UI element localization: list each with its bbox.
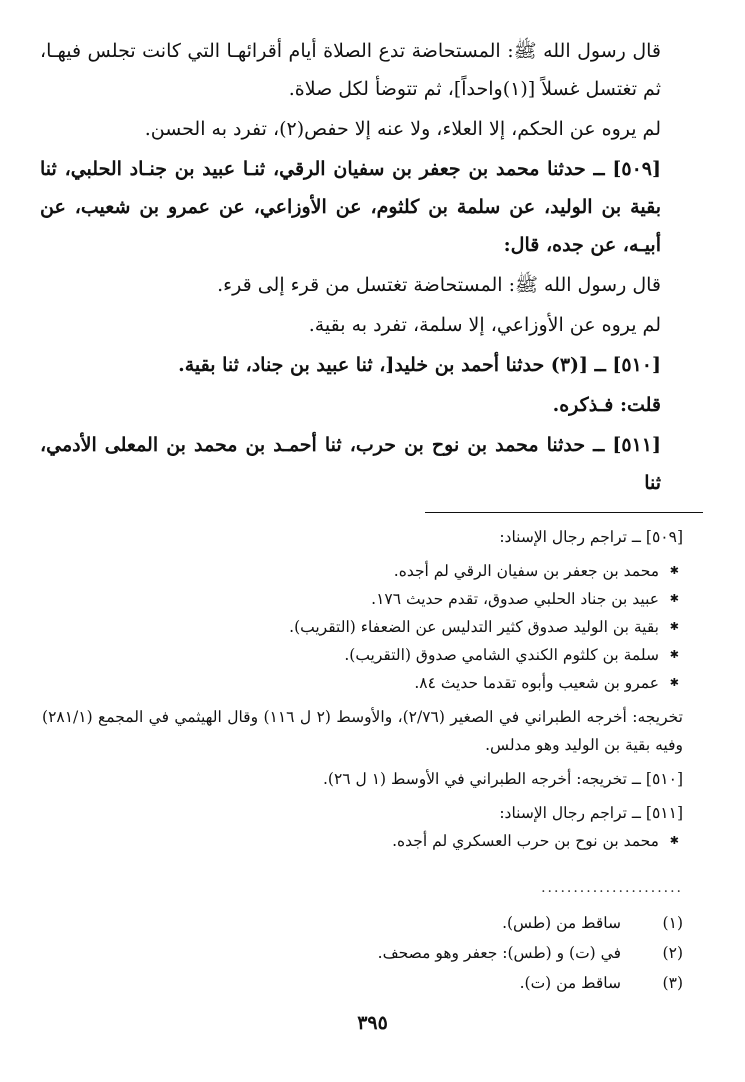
note-509-item: ✱ عبيد بن جناد الحلبي صدوق، تقدم حديث ١٧٦. — [42, 585, 683, 613]
footnote-row — [42, 968, 683, 998]
footnote-number: (٣) — [662, 974, 683, 992]
dotted-separator: ...................... — [541, 880, 683, 896]
commentary-509: لم يروه عن الأوزاعي، إلا سلمة، تفرد به بقية. — [308, 314, 661, 336]
note-509-item: ✱ عمرو بن شعيب وأبوه تقدما حديث ٨٤. — [42, 669, 683, 697]
footnote-row — [42, 908, 683, 938]
note-511-item: ✱ محمد بن نوح بن حرب العسكري لم أجده. — [42, 827, 683, 855]
separator-line — [425, 512, 703, 513]
page-number: ٣٩٥ — [357, 1012, 388, 1034]
footnote-row — [42, 938, 683, 968]
comment-510: قلت: فـذكره. — [552, 394, 661, 416]
footnote-number: (٢) — [662, 944, 683, 962]
note-509-item: ✱ بقية بن الوليد صدوق كثير التدليس عن الضعفاء (التقريب). — [42, 613, 683, 641]
main-text — [40, 32, 703, 504]
note-509-takhrij: تخريجه: أخرجه الطبراني في الصغير (٢/٧٦)، والأوسط (٢ ل ١١٦) وقال الهيثمي في المجمع (٢٨١/١) وفيه بقية بن الوليد وهو مدلس. — [42, 708, 683, 754]
commentary-508: لم يروه عن الحكم، إلا العلاء، ولا عنه إلا حفص(٢)، تفرد به الحسن. — [144, 118, 661, 140]
footnotes-commentary — [42, 523, 683, 855]
variant-footnotes — [42, 908, 683, 998]
footnote-number: (١) — [662, 914, 683, 932]
footnote-text: ساقط من (طس). — [502, 914, 621, 932]
note-509-item: ✱ سلمة بن كلثوم الكندي الشامي صدوق (التقريب). — [42, 641, 683, 669]
footnote-text: في (ت) و (طس): جعفر وهو مصحف. — [377, 944, 621, 962]
note-509-heading: [٥٠٩] ــ تراجم رجال الإسناد: — [499, 528, 683, 546]
note-509-item: ✱ محمد بن جعفر بن سفيان الرقي لم أجده. — [42, 557, 683, 585]
hadith-isnad-509: [٥٠٩] ــ حدثنا محمد بن جعفر بن سفيان الرقي، ثنـا عبيد بن جنـاد الحلبي، ثنا بقية بن الوليد، عن سلمة بن كلثوم، عن الأوزاعي، عن عمرو بن شعيب، عن أبيـه، عن جده، قال: — [40, 158, 661, 256]
hadith-isnad-510: [٥١٠] ــ [(٣) حدثنا أحمد بن خليد[، ثنا عبيد بن جناد، ثنا بقية. — [178, 354, 661, 376]
hadith-text-508: قال رسول الله ﷺ: المستحاضة تدع الصلاة أيام أقرائهـا التي كانت تجلس فيهـا، ثم تغتسل غسلاً [(١)واحداً]، ثم تتوضأ لكل صلاة. — [40, 40, 661, 100]
footnote-text: ساقط من (ت). — [519, 974, 621, 992]
note-510: [٥١٠] ــ تخريجه: أخرجه الطبراني في الأوسط (١ ل ٢٦). — [322, 770, 683, 788]
hadith-text-509: قال رسول الله ﷺ: المستحاضة تغتسل من قرء إلى قرء. — [217, 274, 661, 296]
hadith-isnad-511: [٥١١] ــ حدثنا محمد بن نوح بن حرب، ثنا أحمـد بن محمد بن المعلى الأدمي، ثنا — [40, 434, 661, 494]
note-511-heading: [٥١١] ــ تراجم رجال الإسناد: — [499, 804, 683, 822]
